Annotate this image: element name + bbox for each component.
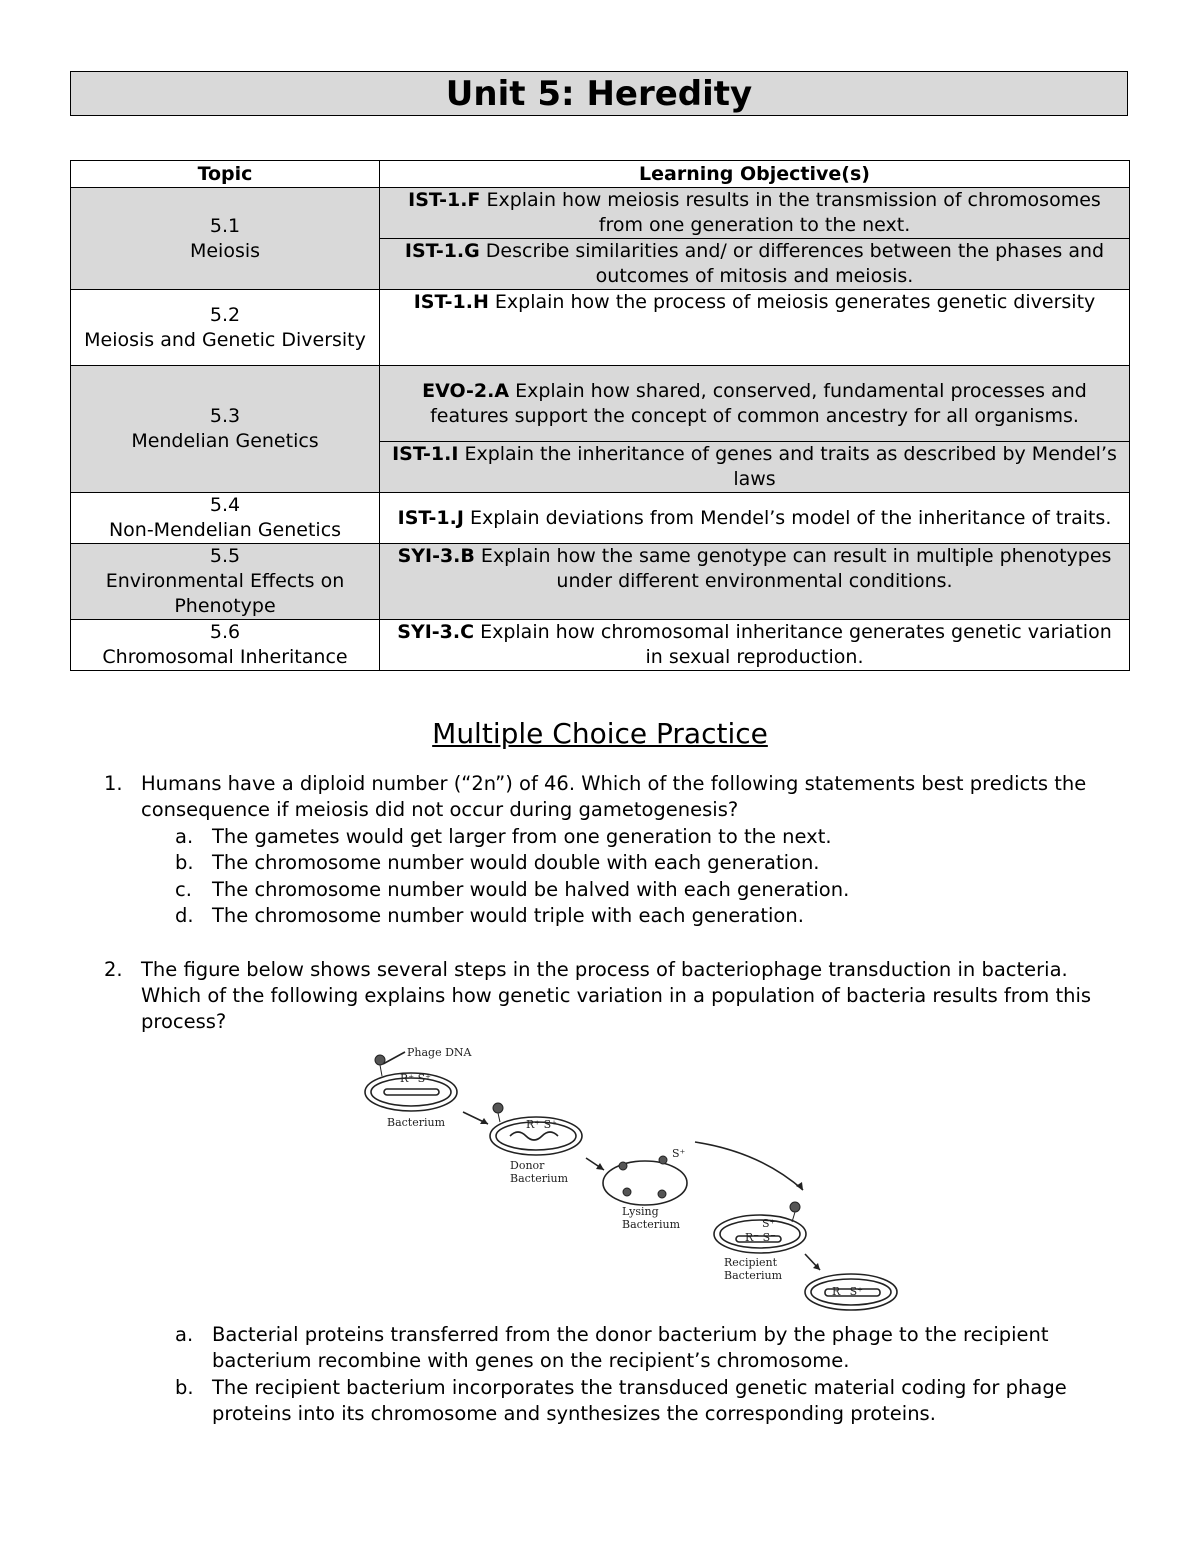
phage-tail-2 bbox=[498, 1113, 500, 1122]
topic-number: 5.2 bbox=[209, 303, 241, 326]
label-lysing-1: Lysing bbox=[622, 1205, 659, 1218]
bacterium-cell-3 bbox=[603, 1161, 687, 1205]
phage-dna-pointer bbox=[383, 1052, 405, 1064]
objective-code: IST-1.F bbox=[408, 189, 481, 211]
mc-section-title: Multiple Choice Practice bbox=[432, 717, 768, 750]
objective-text: Explain how shared, conserved, fundamental processes and features support the concept of common ancestry for all organisms. bbox=[430, 379, 1087, 427]
table-row bbox=[71, 188, 1130, 239]
label-r-minus-s-minus: R⁻ S⁻ bbox=[745, 1231, 776, 1244]
phage-head-4 bbox=[659, 1156, 667, 1164]
label-recipient-2: Bacterium bbox=[724, 1269, 783, 1282]
phage-head-6 bbox=[658, 1190, 666, 1198]
objective-text: Explain the inheritance of genes and traits as described by Mendel’s laws bbox=[458, 443, 1117, 490]
objective-code: EVO-2.A bbox=[422, 379, 510, 402]
topic-number: 5.6 bbox=[209, 621, 241, 643]
topic-name: Environmental Effects on Phenotype bbox=[105, 570, 345, 617]
topic-number: 5.4 bbox=[209, 494, 241, 516]
topic-cell bbox=[71, 188, 380, 290]
objective-text: Explain how meiosis results in the transmission of chromosomes from one generation to the next. bbox=[480, 189, 1101, 236]
unit-title: Unit 5: Heredity bbox=[445, 73, 753, 114]
table-row bbox=[71, 493, 1130, 544]
objective-cell bbox=[380, 366, 1130, 442]
label-donor-1: Donor bbox=[510, 1159, 545, 1172]
arrow-3 bbox=[695, 1142, 803, 1190]
question-stem: Humans have a diploid number (“2n”) of 46. Which of the following statements best predicts the consequence if meiosis did not occur during gametogenesis? bbox=[141, 772, 1087, 821]
objective-code: SYI-3.B bbox=[397, 545, 475, 567]
choice-text: The recipient bacterium incorporates the transduced genetic material coding for phage proteins into its chromosome and synthesizes the corresponding proteins. bbox=[212, 1376, 1067, 1425]
choice-letter: a. bbox=[175, 825, 194, 848]
objective-cell bbox=[380, 493, 1130, 544]
objective-code: IST-1.J bbox=[397, 506, 464, 529]
label-s-plus-lysing: S⁺ bbox=[672, 1147, 686, 1160]
topic-header: Topic bbox=[71, 161, 380, 188]
topic-name: Chromosomal Inheritance bbox=[102, 646, 348, 668]
phage-head-7 bbox=[790, 1202, 800, 1212]
topic-name: Meiosis bbox=[189, 239, 261, 262]
choice-text: The gametes would get larger from one generation to the next. bbox=[212, 825, 832, 848]
choice-letter: b. bbox=[175, 1376, 194, 1399]
topic-name: Non-Mendelian Genetics bbox=[108, 519, 342, 541]
objective-code: IST-1.I bbox=[392, 443, 459, 465]
objective-cell bbox=[380, 544, 1130, 620]
topic-cell bbox=[71, 290, 380, 366]
objective-header: Learning Objective(s) bbox=[380, 161, 1130, 188]
objective-cell bbox=[380, 290, 1130, 366]
arrowhead-3 bbox=[796, 1182, 803, 1190]
label-phage-dna: Phage DNA bbox=[407, 1046, 472, 1059]
objective-cell bbox=[380, 620, 1130, 671]
choice-text: The chromosome number would double with each generation. bbox=[212, 851, 820, 874]
objective-text: Describe similarities and/ or differences between the phases and outcomes of mitosis and meiosis. bbox=[479, 240, 1105, 287]
label-r-plus-s-plus-1: R⁺ S⁺ bbox=[400, 1072, 431, 1085]
choice-letter: d. bbox=[175, 904, 194, 927]
phage-head-5 bbox=[623, 1188, 631, 1196]
label-bacterium: Bacterium bbox=[387, 1116, 446, 1129]
objective-text: Explain how chromosomal inheritance generates genetic variation in sexual reproduction. bbox=[474, 621, 1112, 668]
label-recipient-1: Recipient bbox=[724, 1256, 778, 1269]
topic-cell bbox=[71, 366, 380, 493]
question-number: 2. bbox=[104, 958, 123, 981]
choice-letter: a. bbox=[175, 1323, 194, 1346]
topic-cell bbox=[71, 493, 380, 544]
objective-cell bbox=[380, 442, 1130, 493]
objective-code: SYI-3.C bbox=[397, 621, 475, 643]
label-s-plus-recipient: S⁺ bbox=[762, 1217, 776, 1230]
phage-tail-1 bbox=[380, 1065, 382, 1076]
objective-text: Explain how the same genotype can result in multiple phenotypes under different environmental conditions. bbox=[474, 545, 1112, 592]
choice-letter: c. bbox=[175, 878, 192, 901]
arrowhead-2 bbox=[596, 1163, 604, 1170]
topic-name: Meiosis and Genetic Diversity bbox=[84, 328, 366, 351]
topic-number: 5.1 bbox=[209, 214, 241, 237]
label-donor-2: Bacterium bbox=[510, 1172, 569, 1185]
chromosome-1 bbox=[384, 1089, 439, 1095]
phage-head-2 bbox=[493, 1103, 503, 1113]
objective-cell bbox=[380, 239, 1130, 290]
table-row bbox=[71, 290, 1130, 366]
question-stem: The figure below shows several steps in the process of bacteriophage transduction in bacteria. Which of the following explains how genetic variation in a population of bacteria results from this process? bbox=[141, 958, 1092, 1033]
phage-head-1 bbox=[375, 1055, 385, 1065]
transduction-figure bbox=[360, 1042, 905, 1314]
topic-number: 5.3 bbox=[209, 405, 241, 427]
choice-letter: b. bbox=[175, 851, 194, 874]
choice-text: Bacterial proteins transferred from the donor bacterium by the phage to the recipient bacterium recombine with genes on the recipient’s chromosome. bbox=[212, 1323, 1049, 1372]
choice-text: The chromosome number would be halved with each generation. bbox=[212, 878, 850, 901]
table-row bbox=[71, 620, 1130, 671]
phage-head-3 bbox=[619, 1162, 627, 1170]
table-header-row bbox=[71, 161, 1130, 188]
label-r-minus-s-plus: R⁻ S⁺ bbox=[832, 1285, 863, 1298]
objective-cell bbox=[380, 188, 1130, 239]
learning-objectives-table bbox=[70, 160, 1130, 671]
topic-cell bbox=[71, 544, 380, 620]
objective-text: Explain deviations from Mendel’s model of the inheritance of traits. bbox=[463, 506, 1112, 529]
choice-text: The chromosome number would triple with each generation. bbox=[212, 904, 804, 927]
objective-text: Explain how the process of meiosis generates genetic diversity bbox=[488, 291, 1096, 313]
table-row bbox=[71, 544, 1130, 620]
label-r-plus-s-plus-2: R⁺ S⁺ bbox=[526, 1118, 557, 1131]
topic-cell bbox=[71, 620, 380, 671]
fragmented-dna bbox=[510, 1132, 558, 1140]
question-number: 1. bbox=[104, 772, 123, 795]
label-lysing-2: Bacterium bbox=[622, 1218, 681, 1231]
objective-code: IST-1.G bbox=[404, 240, 480, 262]
topic-number: 5.5 bbox=[209, 545, 241, 567]
objective-code: IST-1.H bbox=[413, 291, 489, 313]
topic-name: Mendelian Genetics bbox=[131, 430, 319, 452]
transduction-diagram bbox=[360, 1042, 905, 1314]
unit-title-box bbox=[70, 71, 1128, 116]
table-row bbox=[71, 366, 1130, 442]
